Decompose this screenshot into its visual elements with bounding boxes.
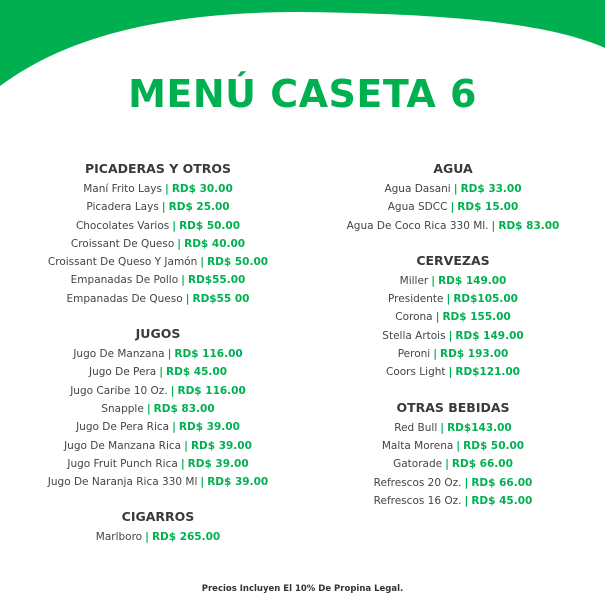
item-price: RD$105.00: [453, 293, 518, 306]
item-name: Empanadas De Pollo: [70, 274, 179, 287]
item-name: Maní Frito Lays: [83, 183, 162, 195]
separator: |: [446, 293, 451, 306]
menu-item: [8, 180, 308, 198]
item-name: Agua SDCC: [387, 201, 448, 214]
item-price: RD$ 39.00: [190, 439, 252, 452]
separator: |: [172, 219, 177, 232]
menu-section: [303, 161, 603, 235]
separator: |: [146, 402, 151, 415]
separator: |: [435, 311, 440, 324]
separator: |: [464, 494, 469, 507]
section-heading: CERVEZAS: [416, 252, 490, 268]
separator: |: [170, 384, 175, 397]
item-name: Jugo De Manzana Rica: [64, 439, 182, 452]
item-name: Corona: [395, 311, 433, 324]
item-price: RD$ 66.00: [471, 476, 533, 489]
item-name: Stella Artois: [382, 329, 446, 342]
separator: |: [433, 348, 438, 361]
item-price: RD$ 66.00: [451, 458, 513, 471]
item-price: RD$55.00: [188, 274, 246, 287]
item-price: RD$ 83.00: [498, 219, 560, 232]
separator: |: [164, 183, 169, 195]
item-name: Red Bull: [394, 421, 438, 434]
menu-item: [303, 492, 603, 510]
item-price: RD$ 116.00: [177, 384, 246, 397]
item-price: RD$ 25.00: [168, 201, 230, 214]
menu-section: [8, 161, 308, 308]
menu-item: [303, 345, 603, 363]
separator: |: [180, 457, 185, 470]
item-name: Jugo De Naranja Rica 330 Ml: [47, 476, 198, 489]
item-name: Picadera Lays: [86, 201, 159, 214]
item-name: Marlboro: [95, 531, 143, 544]
item-price: RD$ 149.00: [455, 329, 524, 342]
section-heading: AGUA: [433, 161, 473, 176]
item-price: RD$55 00: [192, 292, 250, 305]
menu-section: [303, 400, 603, 510]
item-name: Jugo De Pera: [88, 366, 157, 379]
item-name: Snapple: [101, 402, 144, 415]
item-price: RD$ 50.00: [179, 219, 241, 232]
item-name: Jugo De Manzana: [73, 348, 165, 361]
menu-item: [8, 198, 308, 216]
menu-item: [8, 363, 308, 381]
separator: |: [456, 439, 461, 452]
menu-item: [8, 290, 308, 308]
separator: |: [448, 329, 453, 342]
item-price: RD$ 83.00: [153, 402, 215, 415]
menu-item: [8, 437, 308, 455]
item-price: RD$ 39.00: [187, 457, 249, 470]
separator: |: [145, 531, 149, 544]
item-price: RD$ 149.00: [438, 274, 507, 287]
item-name: Empanadas De Queso: [66, 292, 183, 305]
item-price: RD$ 30.00: [171, 183, 233, 195]
menu-column-left: [8, 161, 308, 565]
separator: |: [177, 237, 182, 250]
separator: |: [200, 476, 205, 489]
menu-item: [303, 198, 603, 216]
menu-item: [303, 455, 603, 473]
item-name: Refrescos 20 Oz.: [373, 476, 462, 489]
item-price: RD$ 45.00: [166, 366, 228, 379]
menu-item: [303, 327, 603, 345]
menu-item: [303, 363, 603, 381]
separator: |: [440, 421, 445, 434]
separator: |: [448, 366, 453, 379]
separator: |: [464, 476, 469, 489]
item-price: RD$ 50.00: [207, 256, 269, 269]
menu-item: [303, 290, 603, 308]
item-name: Gatorade: [393, 458, 443, 471]
menu-column-right: [303, 161, 603, 528]
menu-item: [303, 308, 603, 326]
menu-item: [8, 455, 308, 473]
item-price: RD$ 39.00: [178, 421, 240, 434]
item-name: Coors Light: [386, 366, 446, 379]
separator: |: [159, 366, 164, 379]
menu-item: [303, 474, 603, 492]
item-price: RD$121.00: [455, 366, 520, 379]
menu-item: [8, 473, 308, 491]
menu-section: [8, 326, 308, 491]
item-price: RD$ 265.00: [151, 531, 221, 544]
section-heading: PICADERAS Y OTROS: [84, 161, 232, 176]
item-name: Jugo Fruit Punch Rica: [67, 457, 178, 470]
menu-item: [8, 418, 308, 436]
item-name: Jugo Caribe 10 Oz.: [70, 384, 168, 397]
separator: |: [161, 201, 166, 214]
menu-item: [8, 382, 308, 400]
separator: |: [445, 458, 449, 471]
menu-item: [8, 253, 308, 271]
item-name: Malta Morena: [381, 439, 454, 452]
menu-section: [303, 253, 603, 382]
separator: |: [453, 183, 458, 195]
separator: |: [431, 274, 436, 287]
section-heading: JUGOS: [135, 326, 181, 342]
item-name: Refrescos 16 Oz.: [373, 494, 462, 507]
item-price: RD$143.00: [447, 421, 512, 434]
separator: |: [184, 439, 188, 452]
separator: |: [185, 292, 190, 305]
separator: |: [200, 256, 205, 269]
item-name: Miller: [399, 274, 429, 287]
item-price: RD$ 193.00: [440, 348, 509, 361]
section-heading: CIGARROS: [121, 509, 195, 525]
menu-item: [8, 235, 308, 253]
section-heading: OTRAS BEBIDAS: [396, 399, 510, 415]
item-name: Agua De Coco Rica 330 Ml.: [346, 219, 489, 232]
item-price: RD$ 15.00: [457, 201, 519, 214]
menu-item: [8, 400, 308, 418]
menu-item: [8, 271, 308, 289]
item-name: Presidente: [388, 293, 444, 306]
item-price: RD$ 155.00: [442, 311, 511, 324]
menu-item: [8, 345, 308, 363]
separator: |: [167, 348, 172, 361]
separator: |: [181, 274, 185, 287]
separator: |: [172, 421, 176, 434]
item-price: RD$ 33.00: [460, 183, 522, 195]
menu-item: [303, 272, 603, 290]
menu-item: [8, 217, 308, 235]
item-price: RD$ 39.00: [207, 476, 269, 489]
menu-item: [303, 180, 603, 198]
item-price: RD$ 45.00: [471, 494, 533, 507]
item-price: RD$ 116.00: [174, 348, 243, 361]
menu-section: [8, 509, 308, 546]
item-name: Jugo De Pera Rica: [76, 421, 170, 434]
page-title: MENÚ CASETA 6: [128, 72, 477, 116]
menu-item: [8, 528, 308, 546]
item-price: RD$ 50.00: [463, 439, 525, 452]
item-name: Agua Dasani: [384, 183, 451, 195]
separator: |: [450, 201, 455, 214]
footer-note: Precios Incluyen El 10% De Propina Legal.: [201, 584, 404, 594]
item-name: Chocolates Varios: [75, 219, 170, 232]
menu-item: [303, 419, 603, 437]
menu-item: [303, 217, 603, 235]
item-name: Peroni: [397, 348, 431, 361]
item-price: RD$ 40.00: [184, 237, 246, 250]
menu-item: [303, 437, 603, 455]
item-name: Croissant De Queso: [70, 237, 175, 250]
item-name: Croissant De Queso Y Jamón: [47, 256, 198, 269]
separator: |: [491, 219, 496, 232]
